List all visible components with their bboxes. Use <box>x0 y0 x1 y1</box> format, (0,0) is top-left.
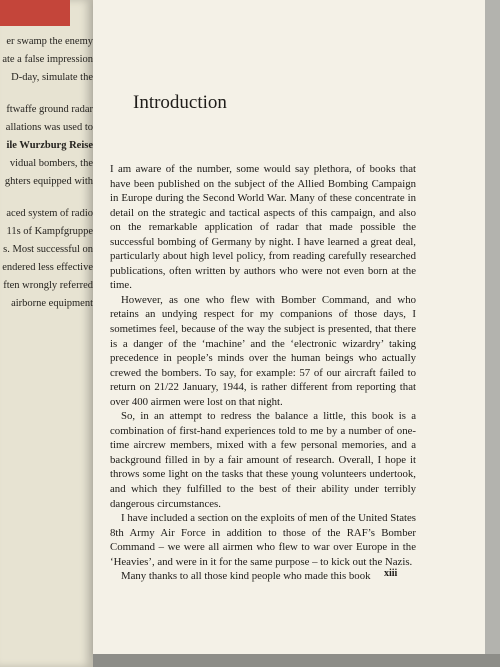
page-number: xiii <box>384 568 398 579</box>
page-edge <box>485 0 500 667</box>
left-page-line: ftwaffe ground radar <box>6 104 93 115</box>
left-page <box>0 0 94 667</box>
paragraph: However, as one who flew with Bomber Command, and who retains an undying respect for my companions of those days, I sometimes feel, because of the way the subject is presented, that there is a danger of the ‘machine’ and the ‘electronic wizardry’ taking precedence in people’s minds over the human beings who actually crewed the bombers. To say, for example: 57 of our aircraft failed to return on 21/22 January, 1944, is rather different from reporting that over 400 airmen were lost on that night. <box>110 293 416 408</box>
red-cover-edge <box>0 0 70 26</box>
left-page-line: er swamp the enemy <box>6 36 93 47</box>
paragraph: Many thanks to all those kind people who made this book <box>121 570 371 583</box>
left-page-line: vidual bombers, the <box>9 158 93 169</box>
left-page-line: airborne equipment <box>11 298 93 309</box>
left-page-line: 11s of Kampfgruppe <box>6 226 93 237</box>
left-page-line: ile Wurzburg Reise <box>6 140 93 151</box>
chapter-heading: Introduction <box>133 92 227 113</box>
left-page-line: ghters equipped with <box>4 176 93 187</box>
left-page-line: s. Most successful on <box>3 244 93 255</box>
left-page-line: aced system of radio <box>6 208 93 219</box>
paragraph: I have included a section on the exploits of men of the United States 8th Army Air Force in addition to those of the RAF’s Bomber Command – we were all airmen who flew to war over Europe in the ‘Heavies’, and were in it for the same purpose – to kick out the Nazis. <box>110 512 416 568</box>
left-page-line: ate a false impression <box>2 54 93 65</box>
paragraph: I am aware of the number, some would say plethora, of books that have been published on the subject of the Allied Bombing Campaign in Europe during the Second World War. Many of these concentrate in detail on the strategic and tactical aspects of this campaign, and also on the remarkable application of radar that made possible the successful bombing of Germany by night. I have learned a great deal, particularly about high level policy, from reading carefully researched publications, often written by authors who were not even born at the time. <box>110 163 416 292</box>
left-page-line: D-day, simulate the <box>11 72 93 83</box>
left-page-line: ften wrongly referred <box>3 280 93 291</box>
body-text <box>110 162 416 584</box>
paragraph: So, in an attempt to redress the balance a little, this book is a combination of first-hand experiences told to me by a number of one-time aircrew members, mixed with a few personal memories, and a background filled in by a fair amount of research. Overall, I hope it throws some light on the tasks that these young volunteers undertook, and which they fulfilled to the best of their ability under terribly dangerous circumstances. <box>110 410 416 510</box>
bottom-shadow <box>93 654 500 667</box>
left-page-line: allations was used to <box>5 122 93 133</box>
left-page-line: endered less effective <box>2 262 93 273</box>
